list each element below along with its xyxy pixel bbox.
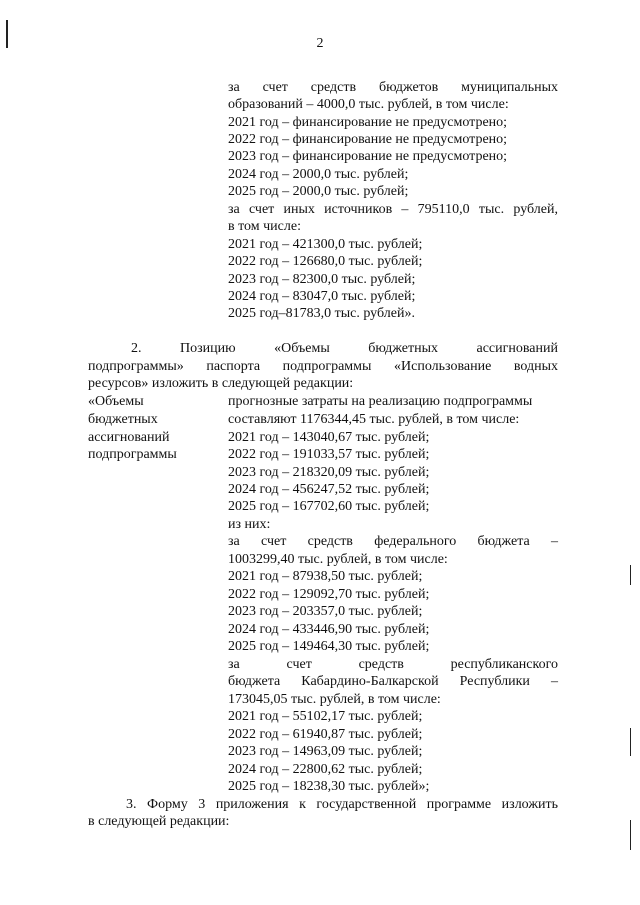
value-line: составляют 1176344,45 тыс. рублей, в том числе: <box>228 412 520 427</box>
value-line: из них: <box>228 517 271 532</box>
value-line: 2021 год – 143040,67 тыс. рублей; <box>228 430 430 445</box>
paragraph3-line: в следующей редакции: <box>88 814 230 829</box>
value-line: бюджета Кабардино-Балкарской Республики – <box>228 674 558 689</box>
label-line: подпрограммы <box>88 447 177 462</box>
value-line: 173045,05 тыс. рублей, в том числе: <box>228 692 441 707</box>
value-line: прогнозные затраты на реализацию подпрограммы <box>228 394 533 409</box>
value-line: 2025 год – 167702,60 тыс. рублей; <box>228 499 430 514</box>
block1-line: 2022 год – финансирование не предусмотрено; <box>228 132 508 147</box>
value-line: 2021 год – 87938,50 тыс. рублей; <box>228 569 423 584</box>
value-line: 2021 год – 55102,17 тыс. рублей; <box>228 709 423 724</box>
paragraph2-line: ресурсов» изложить в следующей редакции: <box>88 376 354 391</box>
value-line: 2023 год – 203357,0 тыс. рублей; <box>228 604 423 619</box>
scan-mark-right-2 <box>630 728 631 756</box>
block1-line: за счет средств бюджетов муниципальных <box>228 80 558 95</box>
block1-line: в том числе: <box>228 219 301 234</box>
paragraph2-line: подпрограммы» паспорта подпрограммы «Использование водных <box>88 359 558 374</box>
block1-line: 2025 год–81783,0 тыс. рублей». <box>228 306 415 321</box>
block1-line: 2024 год – 2000,0 тыс. рублей; <box>228 167 409 182</box>
value-line: 2022 год – 191033,57 тыс. рублей; <box>228 447 430 462</box>
block1-line: за счет иных источников – 795110,0 тыс. рублей, <box>228 202 558 217</box>
value-line: за счет средств республиканского <box>228 657 558 672</box>
block1-line: 2021 год – финансирование не предусмотрено; <box>228 115 508 130</box>
block1-line: 2025 год – 2000,0 тыс. рублей; <box>228 184 409 199</box>
block1-line: 2023 год – 82300,0 тыс. рублей; <box>228 272 416 287</box>
block1-line: 2021 год – 421300,0 тыс. рублей; <box>228 237 423 252</box>
block1-line: 2024 год – 83047,0 тыс. рублей; <box>228 289 416 304</box>
value-line: 2023 год – 14963,09 тыс. рублей; <box>228 744 423 759</box>
value-line: 1003299,40 тыс. рублей, в том числе: <box>228 552 448 567</box>
value-line: за счет средств федерального бюджета – <box>228 534 558 549</box>
paragraph2-line: 2. Позицию «Объемы бюджетных ассигнований <box>131 341 558 356</box>
value-line: 2025 год – 149464,30 тыс. рублей; <box>228 639 430 654</box>
value-line: 2024 год – 456247,52 тыс. рублей; <box>228 482 430 497</box>
scan-mark-right-3 <box>630 820 631 850</box>
paragraph3-line: 3. Форму 3 приложения к государственной программе изложить <box>126 797 558 812</box>
block1-line: 2022 год – 126680,0 тыс. рублей; <box>228 254 423 269</box>
block1-line: 2023 год – финансирование не предусмотрено; <box>228 149 508 164</box>
value-line: 2022 год – 61940,87 тыс. рублей; <box>228 727 423 742</box>
block1-line: образований – 4000,0 тыс. рублей, в том числе: <box>228 97 509 112</box>
label-line: бюджетных <box>88 412 158 427</box>
label-line: ассигнований <box>88 430 170 445</box>
value-line: 2024 год – 22800,62 тыс. рублей; <box>228 762 423 777</box>
value-line: 2023 год – 218320,09 тыс. рублей; <box>228 465 430 480</box>
label-line: «Объемы <box>88 394 144 409</box>
scan-mark-right-1 <box>630 565 631 585</box>
value-line: 2025 год – 18238,30 тыс. рублей»; <box>228 779 430 794</box>
value-line: 2022 год – 129092,70 тыс. рублей; <box>228 587 430 602</box>
value-line: 2024 год – 433446,90 тыс. рублей; <box>228 622 430 637</box>
page-number: 2 <box>316 36 324 51</box>
